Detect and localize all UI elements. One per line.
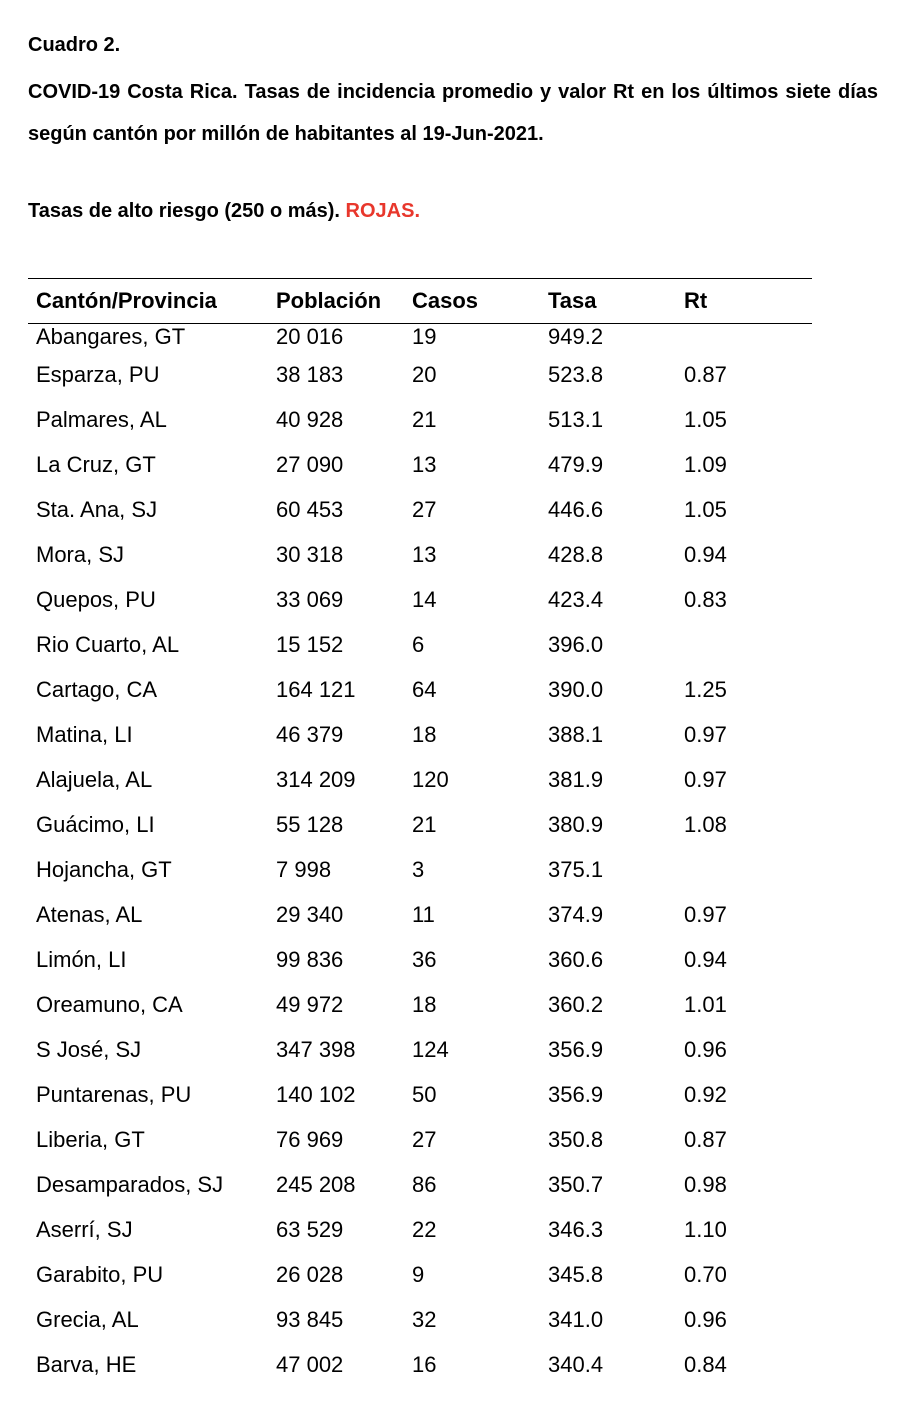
cell-poblacion: 63 529 — [276, 1216, 344, 1242]
cell-casos: 9 — [412, 1261, 425, 1287]
cell-tasa: 346.3 — [548, 1216, 604, 1242]
cell-canton: Sta. Ana, SJ — [36, 496, 158, 522]
cell-poblacion: 46 379 — [276, 721, 344, 747]
cell-tasa: 375.1 — [548, 856, 604, 882]
cell-tasa: 380.9 — [548, 811, 604, 837]
incidence-table-container — [28, 278, 812, 1387]
cell-poblacion: 140 102 — [276, 1081, 356, 1107]
table-row — [28, 532, 812, 577]
column-canton-header: Cantón/Provincia — [28, 279, 268, 324]
table-row — [28, 622, 812, 667]
cell-rt: 0.94 — [684, 946, 727, 972]
cell-tasa: 949.2 — [548, 324, 604, 349]
cell-rt: 0.70 — [684, 1261, 727, 1287]
cell-casos: 36 — [412, 946, 437, 972]
column-tasa-header: Tasa — [540, 279, 676, 324]
risk-highlight: ROJAS. — [345, 200, 421, 222]
cell-poblacion: 40 928 — [276, 406, 344, 432]
cell-rt: 0.94 — [684, 541, 727, 567]
cell-tasa: 388.1 — [548, 721, 604, 747]
cell-poblacion: 347 398 — [276, 1036, 356, 1062]
cell-tasa: 479.9 — [548, 451, 604, 477]
cell-rt: 1.10 — [684, 1216, 727, 1242]
cell-poblacion: 27 090 — [276, 451, 344, 477]
column-poblacion-header: Población — [268, 279, 404, 324]
cell-canton: Quepos, PU — [36, 586, 156, 612]
cell-rt: 0.87 — [684, 1126, 727, 1152]
cell-tasa: 345.8 — [548, 1261, 604, 1287]
cell-tasa: 350.8 — [548, 1126, 604, 1152]
cell-tasa: 356.9 — [548, 1081, 604, 1107]
cell-poblacion: 15 152 — [276, 631, 344, 657]
cell-tasa: 350.7 — [548, 1171, 604, 1197]
cell-canton: Abangares, GT — [36, 324, 186, 349]
cell-poblacion: 93 845 — [276, 1306, 344, 1332]
cell-casos: 21 — [412, 811, 437, 837]
table-row — [28, 667, 812, 712]
cell-canton: Grecia, AL — [36, 1306, 139, 1332]
cell-casos: 27 — [412, 1126, 437, 1152]
cell-casos: 13 — [412, 541, 437, 567]
cell-canton: Puntarenas, PU — [36, 1081, 192, 1107]
table-title: COVID-19 Costa Rica. Tasas de incidencia promedio y valor Rt en los últimos siete días según cantón por millón de habitantes al 19-Jun-2021. — [28, 81, 878, 145]
cell-canton: Atenas, AL — [36, 901, 143, 927]
column-rt-header: Rt — [676, 279, 812, 324]
cell-canton: Liberia, GT — [36, 1126, 145, 1152]
risk-caption — [28, 197, 420, 225]
cell-canton: Cartago, CA — [36, 676, 158, 702]
cell-rt: 1.05 — [684, 406, 727, 432]
cell-canton: Rio Cuarto, AL — [36, 631, 180, 657]
table-header — [28, 279, 812, 324]
cell-casos: 64 — [412, 676, 437, 702]
cell-rt: 0.83 — [684, 586, 727, 612]
table-row — [28, 577, 812, 622]
cell-poblacion: 245 208 — [276, 1171, 356, 1197]
cell-casos: 27 — [412, 496, 437, 522]
cell-canton: Desamparados, SJ — [36, 1171, 224, 1197]
cell-casos: 22 — [412, 1216, 437, 1242]
table-row — [28, 324, 812, 353]
table-row — [28, 397, 812, 442]
cell-poblacion: 60 453 — [276, 496, 344, 522]
cell-poblacion: 38 183 — [276, 361, 344, 387]
cell-canton: Mora, SJ — [36, 541, 125, 567]
cell-poblacion: 314 209 — [276, 766, 356, 792]
cell-canton: Alajuela, AL — [36, 766, 153, 792]
cell-canton: S José, SJ — [36, 1036, 142, 1062]
table-body — [28, 324, 812, 1388]
cell-casos: 19 — [412, 324, 437, 349]
cell-rt: 0.97 — [684, 721, 727, 747]
cell-tasa: 360.6 — [548, 946, 604, 972]
cell-casos: 21 — [412, 406, 437, 432]
cell-casos: 14 — [412, 586, 437, 612]
table-row — [28, 1162, 812, 1207]
cell-casos: 11 — [412, 901, 435, 927]
table-row — [28, 1342, 812, 1387]
cell-tasa: 340.4 — [548, 1351, 604, 1377]
table-row — [28, 802, 812, 847]
cell-poblacion: 33 069 — [276, 586, 344, 612]
cell-canton: Barva, HE — [36, 1351, 137, 1377]
cell-poblacion: 47 002 — [276, 1351, 344, 1377]
cell-rt: 1.08 — [684, 811, 727, 837]
table-row — [28, 442, 812, 487]
cell-canton: Limón, LI — [36, 946, 127, 972]
cell-poblacion: 30 318 — [276, 541, 344, 567]
table-row — [28, 487, 812, 532]
cell-rt: 0.96 — [684, 1036, 727, 1062]
cell-poblacion: 7 998 — [276, 856, 332, 882]
cell-rt: 1.01 — [684, 991, 727, 1017]
risk-label: Tasas de alto riesgo (250 o más). — [28, 200, 340, 222]
cell-canton: Hojancha, GT — [36, 856, 172, 882]
cell-casos: 86 — [412, 1171, 437, 1197]
table-row — [28, 982, 812, 1027]
cell-rt: 0.84 — [684, 1351, 727, 1377]
cell-tasa: 341.0 — [548, 1306, 604, 1332]
cell-casos: 32 — [412, 1306, 437, 1332]
cell-tasa: 381.9 — [548, 766, 604, 792]
cell-canton: Palmares, AL — [36, 406, 167, 432]
cell-poblacion: 164 121 — [276, 676, 356, 702]
cell-tasa: 446.6 — [548, 496, 604, 522]
cell-tasa: 396.0 — [548, 631, 604, 657]
table-row — [28, 1252, 812, 1297]
cell-canton: Matina, LI — [36, 721, 133, 747]
cell-tasa: 523.8 — [548, 361, 604, 387]
table-header-row — [28, 279, 812, 324]
table-row — [28, 1207, 812, 1252]
cell-casos: 16 — [412, 1351, 437, 1377]
cell-tasa: 356.9 — [548, 1036, 604, 1062]
cell-poblacion: 55 128 — [276, 811, 344, 837]
cell-rt: 0.98 — [684, 1171, 727, 1197]
table-row — [28, 892, 812, 937]
cell-casos: 18 — [412, 991, 437, 1017]
cell-rt: 0.97 — [684, 901, 727, 927]
cell-canton: Guácimo, LI — [36, 811, 155, 837]
cell-rt — [676, 622, 812, 667]
incidence-table — [28, 278, 812, 1387]
cell-casos: 3 — [412, 856, 425, 882]
cell-poblacion: 26 028 — [276, 1261, 344, 1287]
cell-tasa: 423.4 — [548, 586, 604, 612]
cell-canton: Garabito, PU — [36, 1261, 164, 1287]
cell-canton: Esparza, PU — [36, 361, 160, 387]
cell-casos: 50 — [412, 1081, 437, 1107]
cell-casos: 120 — [412, 766, 449, 792]
cell-tasa: 360.2 — [548, 991, 604, 1017]
cell-poblacion: 99 836 — [276, 946, 344, 972]
table-row — [28, 847, 812, 892]
table-row — [28, 1027, 812, 1072]
cell-poblacion: 20 016 — [276, 324, 344, 349]
cell-rt: 0.87 — [684, 361, 727, 387]
cell-rt: 0.97 — [684, 766, 727, 792]
cell-rt: 1.05 — [684, 496, 727, 522]
cell-casos: 20 — [412, 361, 437, 387]
cell-canton: Aserrí, SJ — [36, 1216, 133, 1242]
table-row — [28, 1297, 812, 1342]
cell-tasa: 390.0 — [548, 676, 604, 702]
table-row — [28, 1072, 812, 1117]
cell-rt: 1.25 — [684, 676, 727, 702]
column-casos-header: Casos — [404, 279, 540, 324]
cell-rt — [676, 847, 812, 892]
cell-casos: 13 — [412, 451, 437, 477]
cell-rt: 0.92 — [684, 1081, 727, 1107]
cell-tasa: 513.1 — [548, 406, 604, 432]
cell-poblacion: 29 340 — [276, 901, 344, 927]
cell-tasa: 374.9 — [548, 901, 604, 927]
table-row — [28, 757, 812, 802]
cell-canton: Oreamuno, CA — [36, 991, 183, 1017]
cell-rt: 0.96 — [684, 1306, 727, 1332]
table-row — [28, 352, 812, 397]
cell-tasa: 428.8 — [548, 541, 604, 567]
cell-rt — [676, 324, 812, 353]
cell-canton: La Cruz, GT — [36, 451, 156, 477]
cell-poblacion: 49 972 — [276, 991, 344, 1017]
cell-casos: 18 — [412, 721, 437, 747]
table-row — [28, 937, 812, 982]
table-row — [28, 1117, 812, 1162]
table-number: Cuadro 2. — [28, 34, 121, 56]
table-row — [28, 712, 812, 757]
cell-rt: 1.09 — [684, 451, 727, 477]
cell-casos: 6 — [412, 631, 425, 657]
cell-poblacion: 76 969 — [276, 1126, 344, 1152]
cell-casos: 124 — [412, 1036, 449, 1062]
